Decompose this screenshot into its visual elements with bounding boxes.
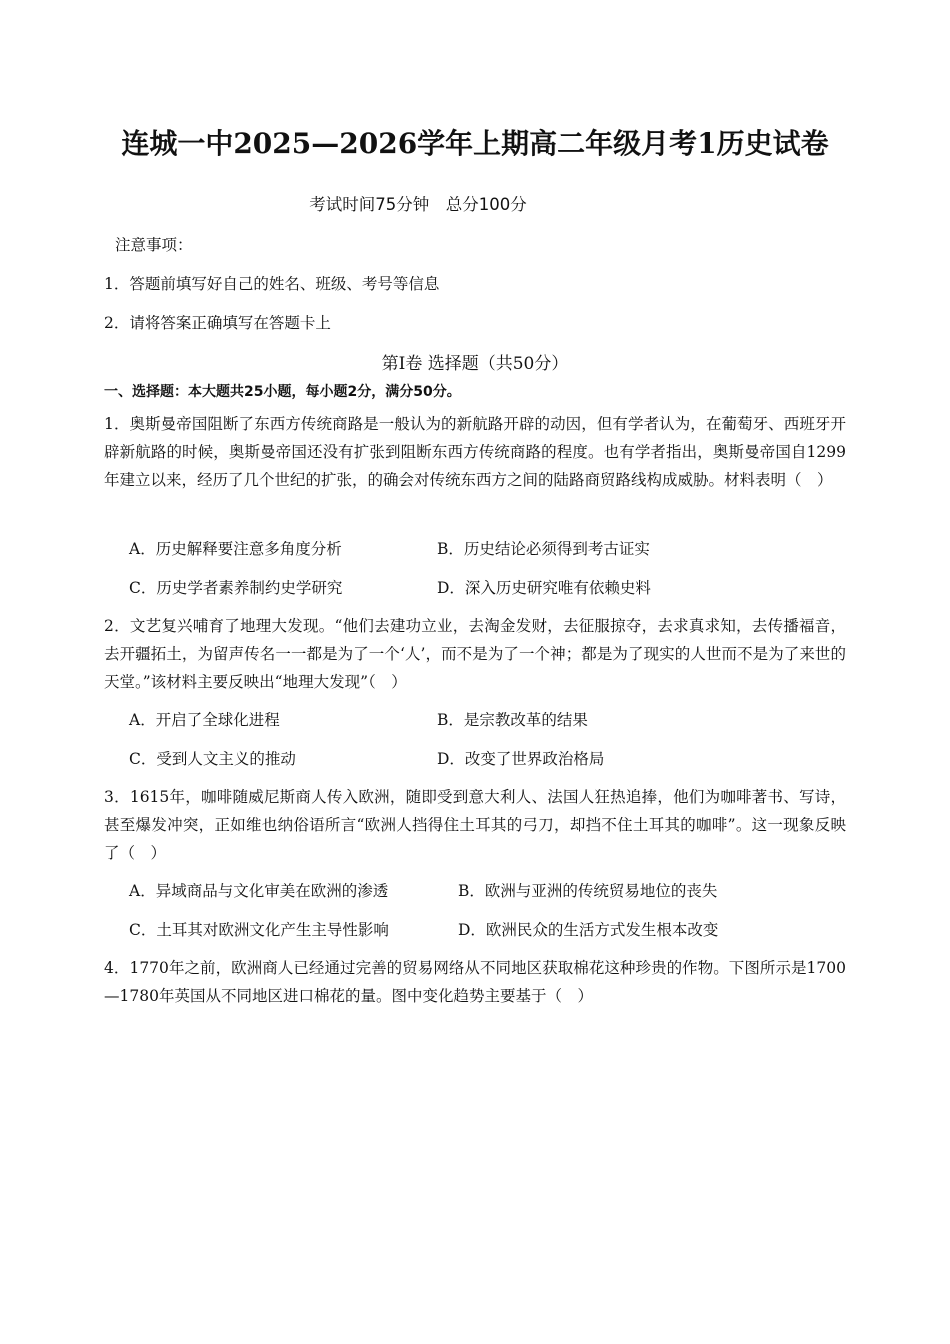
question-3-stem: 3．1615年，咖啡随威尼斯商人传入欧洲，随即受到意大利人、法国人狂热追捧，他们为咖啡著书、写诗，甚至爆发冲突，正如维也纳俗语所言“欧洲人挡得住土耳其的弓刀，却挡不住土耳其的咖啡”。这一现象反映了（ ）	[104, 788, 846, 862]
page-title: 连城一中2025—2026学年上期高二年级月考1历史试卷	[121, 127, 829, 160]
question-2-option-a: A．开启了全球化进程	[129, 711, 280, 729]
notes-heading: 注意事项：	[115, 236, 193, 254]
question-3-option-a: A．异域商品与文化审美在欧洲的渗透	[129, 882, 389, 900]
question-1-option-c: C．历史学者素养制约史学研究	[129, 579, 343, 597]
question-4-stem: 4．1770年之前，欧洲商人已经通过完善的贸易网络从不同地区获取棉花这种珍贵的作物。下图所示是1700—1780年英国从不同地区进口棉花的量。图中变化趋势主要基于（ ）	[104, 959, 846, 1005]
section-title: 第I卷 选择题（共50分）	[381, 354, 569, 374]
question-3-option-b: B．欧洲与亚洲的传统贸易地位的丧失	[458, 882, 718, 900]
note-item: 1．答题前填写好自己的姓名、班级、考号等信息	[104, 275, 440, 293]
question-2-option-d: D．改变了世界政治格局	[437, 750, 605, 768]
question-3-option-d: D．欧洲民众的生活方式发生根本改变	[458, 921, 719, 939]
part-title: 一、选择题：本大题共25小题，每小题2分，满分50分。	[104, 384, 461, 400]
question-1-stem: 1．奥斯曼帝国阻断了东西方传统商路是一般认为的新航路开辟的动因，但有学者认为，在葡萄牙、西班牙开辟新航路的时候，奥斯曼帝国还没有扩张到阻断东西方传统商路的程度。也有学者指出，奥斯曼帝国自1299年建立以来，经历了几个世纪的扩张，的确会对传统东西方之间的陆路商贸路线构成威胁。材料表明（ ）	[104, 415, 846, 489]
question-3-option-c: C．土耳其对欧洲文化产生主导性影响	[129, 921, 389, 939]
question-1-option-b: B．历史结论必须得到考古证实	[437, 540, 650, 558]
question-2-option-b: B．是宗教改革的结果	[437, 711, 588, 729]
question-1-option-a: A．历史解释要注意多角度分析	[129, 540, 342, 558]
exam-time-info: 考试时间75分钟 总分100分	[309, 195, 527, 214]
question-2-option-c: C．受到人文主义的推动	[129, 750, 296, 768]
note-item: 2．请将答案正确填写在答题卡上	[104, 314, 331, 332]
question-2-stem: 2．文艺复兴哺育了地理大发现。“他们去建功立业，去淘金发财，去征服掠夺，去求真求知，去传播福音，去开疆拓土，为留声传名一一都是为了一个‘人’，而不是为了一个神；都是为了现实的人世而不是为了来世的天堂。”该材料主要反映出“地理大发现”（ ）	[104, 617, 846, 691]
question-1-option-d: D．深入历史研究唯有依赖史料	[437, 579, 651, 597]
